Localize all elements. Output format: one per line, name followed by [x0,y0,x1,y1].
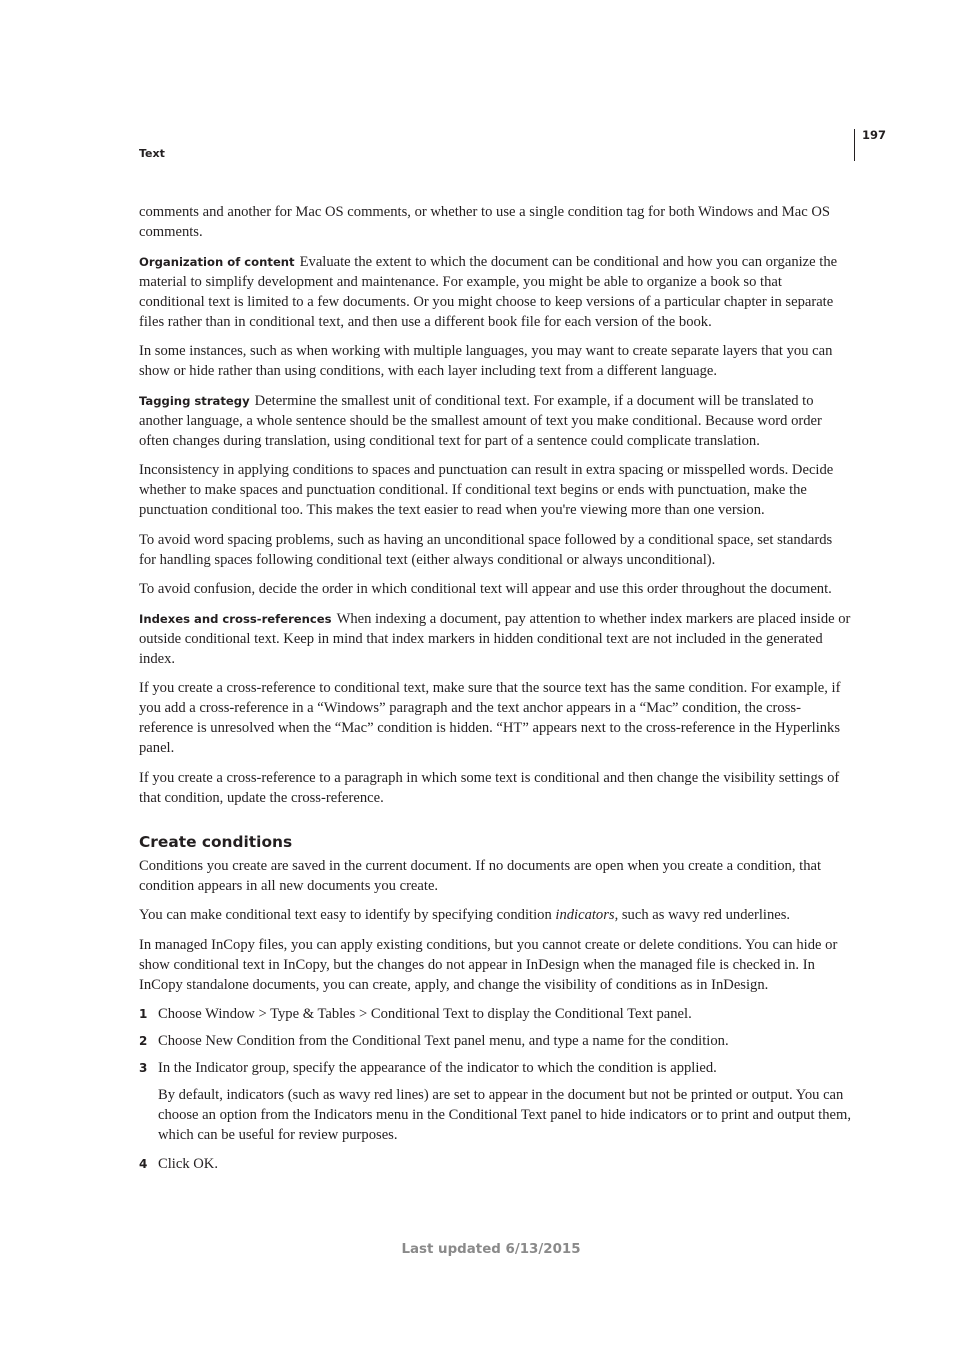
page-content [139,202,851,1181]
step-number: 2 [139,1034,148,1048]
steps-list [139,1004,851,1174]
paragraph-cross-reference: If you create a cross-reference to conditional text, make sure that the source text has the same condition. For example, if you add a cross-reference in a “Windows” paragraph and the text anchor appears in a “Mac” condition, the cross-reference is unresolved when the “Mac” condition is hidden. “HT” appears next to the cross-reference in the Hyperlinks panel. [139,680,841,756]
paragraph-inconsistency: Inconsistency in applying conditions to spaces and punctuation can result in extra spacing or misspelled words. Decide whether to make spaces and punctuation conditional. If conditional text begins or ends with punctuation, make the punctuation conditional too. This makes the text easier to read when you're viewing more than one version. [139,462,834,518]
runin-heading-tagging: Tagging strategy [139,393,250,408]
list-item [139,1031,851,1051]
list-item [139,1058,851,1078]
paragraph-organization-of-content [139,252,851,332]
runin-heading-organization: Organization of content [139,254,295,269]
paragraph-continuation: comments and another for Mac OS comments, or whether to use a single condition tag for both Windows and Mac OS comments. [139,204,830,240]
header-divider [854,129,855,161]
page-number: 197 [862,128,887,142]
paragraph-indexes [139,609,851,669]
section-heading: Create conditions [139,832,293,851]
italic-term-indicators: indicators [555,907,615,923]
paragraph-order: To avoid confusion, decide the order in which conditional text will appear and use this order throughout the document. [139,581,832,597]
paragraph-text: Determine the smallest unit of conditional text. For example, if a document will be translated to another language, a whole sentence should be the smallest amount of text you make conditional. Because word order often changes during translation, using conditional text for part of a sentence could complicate translation. [139,392,822,449]
footer-last-updated: Last updated 6/13/2015 [401,1242,581,1257]
step-number: 4 [139,1157,148,1171]
paragraph-text: When indexing a document, pay attention to whether index markers are placed inside or outside conditional text. Keep in mind that index markers in hidden conditional text are not included in the generated index. [139,610,851,667]
paragraph-layers: In some instances, such as when working with multiple languages, you may want to create separate layers that you can show or hide rather than using conditions, with each layer including text from a different language. [139,343,833,379]
step-text: Click OK. [158,1156,218,1172]
paragraph-text: Evaluate the extent to which the document can be conditional and how you can organize the material to simplify development and maintenance. For example, you might be able to organize a book so that conditional text is limited to a few documents. Or you might choose to keep versions of a particular chapter in separate files rather than in conditional text, and then use a different book file for each version of the book. [139,253,838,330]
paragraph-update-cross-reference: If you create a cross-reference to a paragraph in which some text is conditional and then change the visibility settings of that condition, update the cross-reference. [139,769,840,806]
paragraph-word-spacing: To avoid word spacing problems, such as having an unconditional space followed by a conditional space, set standards for handling spaces following conditional text (either always conditional or always unconditional). [139,531,833,568]
list-item [139,1154,851,1174]
paragraph-incopy: In managed InCopy files, you can apply existing conditions, but you cannot create or delete conditions. You can hide or show conditional text in InCopy, but the changes do not appear in InDesign when the managed file is checked in. In InCopy standalone documents, you can create, apply, and change the visibility of conditions as in InDesign. [139,936,838,993]
step-text: In the Indicator group, specify the appearance of the indicator to which the condition is applied. [158,1060,717,1076]
running-head: Text [139,147,165,160]
step-text: Choose New Condition from the Conditional Text panel menu, and type a name for the condition. [158,1033,729,1049]
list-item [139,1004,851,1024]
paragraph-indicators: You can make conditional text easy to identify by specifying condition indicators, such as wavy red underlines. [139,907,791,923]
step-note: By default, indicators (such as wavy red lines) are set to appear in the document but not be printed or output. You can choose an option from the Indicators menu in the Conditional Text panel to hide indicators or to print and output them, which can be useful for review purposes. [158,1087,851,1143]
runin-heading-indexes: Indexes and cross-references [139,611,332,626]
paragraph-conditions-saved: Conditions you create are saved in the current document. If no documents are open when you create a condition, that condition appears in all new documents you create. [139,857,822,894]
step-number: 3 [139,1061,148,1075]
step-text: Choose Window > Type & Tables > Conditional Text to display the Conditional Text panel. [158,1006,692,1022]
paragraph-tagging-strategy [139,391,851,451]
step-number: 1 [139,1007,148,1021]
